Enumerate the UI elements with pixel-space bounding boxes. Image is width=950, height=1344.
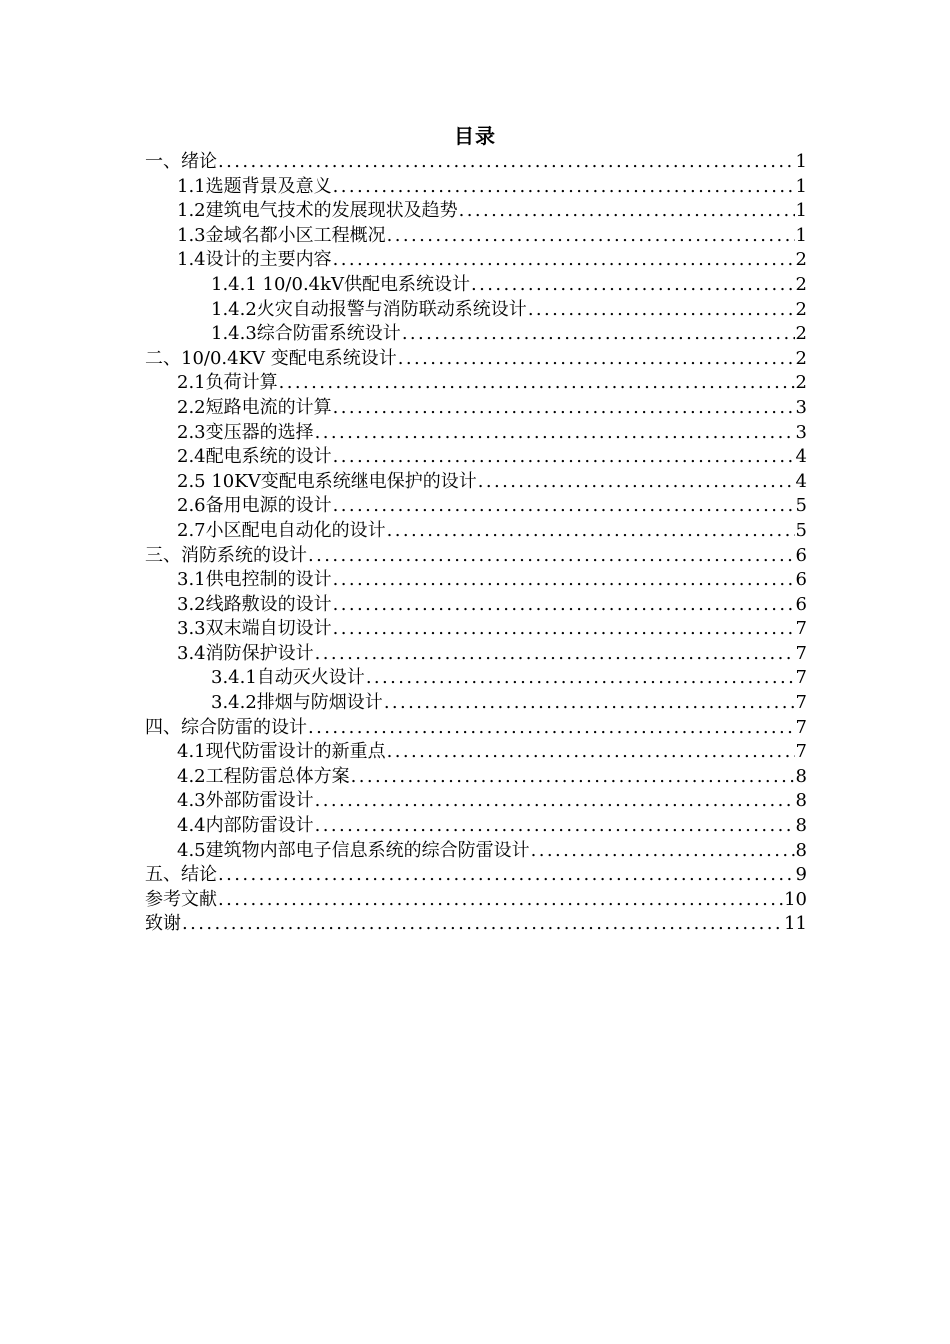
toc-entry-page-number: 2 (795, 249, 807, 271)
toc-entry-label: 1.4设计的主要内容 (177, 249, 332, 271)
toc-entry-page-number: 8 (795, 765, 807, 787)
toc-entry-label: 1.4.3综合防雷系统设计 (211, 323, 401, 345)
toc-entry-page-number: 1 (795, 175, 807, 197)
toc-dot-leader (315, 421, 795, 446)
toc-entry[interactable] (145, 519, 807, 544)
toc-entry-label: 参考文献 (145, 888, 217, 910)
toc-entry[interactable] (145, 691, 807, 716)
toc-entry-page-number: 11 (784, 913, 807, 935)
toc-entry-label: 4.3外部防雷设计 (177, 790, 314, 812)
toc-dot-leader (333, 396, 795, 421)
toc-entry[interactable] (145, 248, 807, 273)
toc-entry-page-number: 5 (795, 495, 807, 517)
toc-entry-page-number: 7 (795, 618, 807, 640)
toc-dot-leader (333, 494, 795, 519)
toc-dot-leader (333, 617, 795, 642)
toc-entry-label: 2.7小区配电自动化的设计 (177, 519, 386, 541)
toc-entry-label: 1.4.1 10/0.4kV供配电系统设计 (211, 273, 471, 295)
toc-dot-leader (528, 298, 795, 323)
toc-entry-label: 3.4消防保护设计 (177, 642, 314, 664)
toc-entry-label: 1.2建筑电气技术的发展现状及趋势 (177, 200, 458, 222)
toc-entry-page-number: 4 (795, 446, 807, 468)
toc-title: 目录 (454, 124, 496, 148)
toc-entry-page-number: 7 (795, 741, 807, 763)
toc-dot-leader (333, 175, 795, 200)
toc-dot-leader (218, 863, 795, 888)
toc-entry-page-number: 1 (795, 224, 807, 246)
toc-entry-label: 3.1供电控制的设计 (177, 569, 332, 591)
toc-dot-leader (182, 912, 783, 937)
toc-entry[interactable] (145, 863, 807, 888)
toc-dot-leader (471, 273, 795, 298)
toc-entry-label: 2.5 10KV变配电系统继电保护的设计 (177, 470, 477, 492)
toc-dot-leader (387, 519, 795, 544)
toc-entry[interactable] (145, 617, 807, 642)
toc-entry-label: 2.1负荷计算 (177, 372, 278, 394)
toc-entry-page-number: 2 (795, 347, 807, 369)
toc-entry[interactable] (145, 839, 807, 864)
toc-entry-page-number: 3 (795, 396, 807, 418)
toc-dot-leader (308, 716, 795, 741)
toc-entry-label: 一、绪论 (145, 151, 217, 172)
toc-entry[interactable] (145, 470, 807, 495)
toc-entry-page-number: 1 (795, 151, 807, 172)
toc-dot-leader (279, 371, 795, 396)
toc-entry-label: 2.4配电系统的设计 (177, 446, 332, 468)
toc-entry[interactable] (145, 593, 807, 618)
toc-dot-leader (218, 150, 795, 175)
toc-dot-leader (315, 814, 795, 839)
toc-entry[interactable] (145, 888, 807, 913)
toc-entry-label: 致谢 (145, 913, 181, 935)
toc-entry[interactable] (145, 494, 807, 519)
toc-entry-label: 1.1选题背景及意义 (177, 175, 332, 197)
toc-entry[interactable] (145, 568, 807, 593)
toc-entry-page-number: 7 (795, 642, 807, 664)
toc-entry-page-number: 3 (795, 421, 807, 443)
toc-entry-page-number: 1 (795, 200, 807, 222)
toc-dot-leader (387, 740, 795, 765)
toc-entry[interactable] (145, 150, 807, 175)
toc-dot-leader (333, 445, 795, 470)
toc-entry[interactable] (145, 666, 807, 691)
toc-dot-leader (351, 765, 795, 790)
toc-entry-page-number: 6 (795, 544, 807, 566)
toc-entry-label: 五、结论 (145, 864, 217, 886)
toc-entry-page-number: 8 (795, 790, 807, 812)
toc-entry-page-number: 2 (795, 372, 807, 394)
toc-entry-label: 1.4.2火灾自动报警与消防联动系统设计 (211, 298, 527, 320)
table-of-contents (145, 150, 807, 937)
toc-entry-page-number: 5 (795, 519, 807, 541)
toc-entry-label: 3.4.1自动灭火设计 (211, 667, 365, 689)
toc-entry-page-number: 8 (795, 815, 807, 837)
toc-dot-leader (387, 224, 795, 249)
toc-entry[interactable] (145, 544, 807, 569)
toc-entry-page-number: 6 (795, 593, 807, 615)
toc-entry-label: 3.2线路敷设的设计 (177, 593, 332, 615)
toc-entry-page-number: 6 (795, 569, 807, 591)
toc-dot-leader (402, 322, 795, 347)
toc-entry-page-number: 2 (795, 298, 807, 320)
toc-dot-leader (366, 666, 795, 691)
toc-dot-leader (384, 691, 795, 716)
toc-dot-leader (459, 199, 795, 224)
toc-dot-leader (308, 544, 795, 569)
toc-dot-leader (333, 248, 795, 273)
toc-entry[interactable] (145, 347, 807, 372)
toc-dot-leader (333, 568, 795, 593)
toc-dot-leader (333, 593, 795, 618)
toc-entry[interactable] (145, 421, 807, 446)
toc-entry[interactable] (145, 175, 807, 200)
toc-entry-label: 2.2短路电流的计算 (177, 396, 332, 418)
toc-entry[interactable] (145, 789, 807, 814)
toc-entry[interactable] (145, 224, 807, 249)
toc-entry-page-number: 9 (795, 864, 807, 886)
toc-dot-leader (315, 642, 795, 667)
toc-entry[interactable] (145, 765, 807, 790)
toc-entry-page-number: 2 (795, 323, 807, 345)
toc-dot-leader (478, 470, 795, 495)
toc-entry-page-number: 7 (795, 716, 807, 738)
toc-entry[interactable] (145, 740, 807, 765)
toc-entry-label: 3.4.2排烟与防烟设计 (211, 692, 383, 714)
toc-entry-page-number: 7 (795, 692, 807, 714)
toc-entry[interactable] (145, 716, 807, 741)
toc-dot-leader (398, 347, 795, 372)
toc-entry-label: 4.2工程防雷总体方案 (177, 765, 350, 787)
toc-entry[interactable] (145, 642, 807, 667)
toc-entry[interactable] (145, 322, 807, 347)
toc-entry-label: 三、消防系统的设计 (145, 544, 307, 566)
toc-entry[interactable] (145, 298, 807, 323)
toc-entry[interactable] (145, 445, 807, 470)
toc-entry-label: 4.4内部防雷设计 (177, 815, 314, 837)
toc-entry-label: 二、10/0.4KV 变配电系统设计 (145, 347, 397, 369)
toc-dot-leader (531, 839, 795, 864)
toc-entry-label: 2.6备用电源的设计 (177, 495, 332, 517)
toc-entry-label: 3.3双末端自切设计 (177, 618, 332, 640)
toc-entry[interactable] (145, 199, 807, 224)
toc-entry-label: 4.5建筑物内部电子信息系统的综合防雷设计 (177, 839, 530, 861)
toc-entry-label: 1.3金域名都小区工程概况 (177, 224, 386, 246)
toc-entry[interactable] (145, 371, 807, 396)
toc-dot-leader (315, 789, 795, 814)
toc-entry[interactable] (145, 396, 807, 421)
toc-entry-label: 2.3变压器的选择 (177, 421, 314, 443)
toc-entry-label: 四、综合防雷的设计 (145, 716, 307, 738)
toc-dot-leader (218, 888, 783, 913)
toc-entry[interactable] (145, 912, 807, 937)
toc-entry-label: 4.1现代防雷设计的新重点 (177, 741, 386, 763)
toc-entry-page-number: 7 (795, 667, 807, 689)
toc-entry-page-number: 4 (795, 470, 807, 492)
toc-entry-page-number: 10 (784, 888, 807, 910)
toc-entry[interactable] (145, 273, 807, 298)
toc-entry[interactable] (145, 814, 807, 839)
toc-entry-page-number: 2 (795, 273, 807, 295)
toc-entry-page-number: 8 (795, 839, 807, 861)
